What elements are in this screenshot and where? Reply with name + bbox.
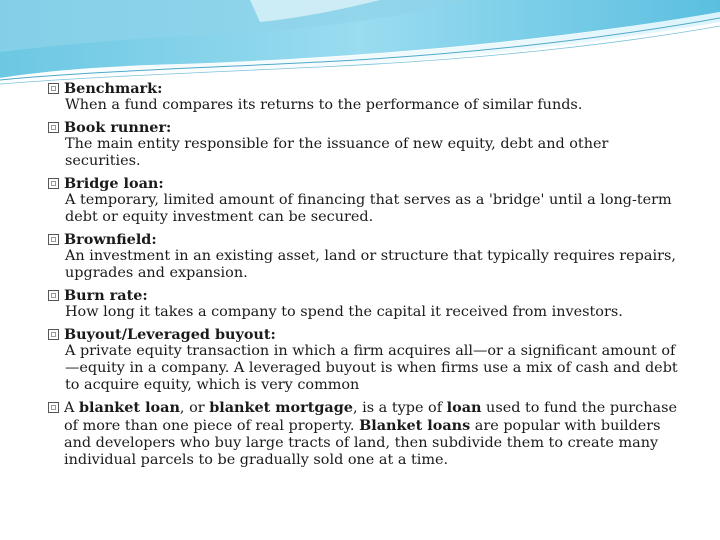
checkbox-bullet-icon [48, 122, 59, 133]
glossary-term: Book runner: [64, 119, 172, 136]
checkbox-bullet-icon [48, 83, 59, 94]
glossary-definition: How long it takes a company to spend the capital it received from investors. [65, 304, 623, 320]
header-wave-banner [0, 0, 720, 90]
glossary-term: Benchmark: [64, 80, 163, 97]
glossary-entry-blanket-loan [48, 399, 688, 469]
glossary-definition: An investment in an existing asset, land or structure that typically requires repairs, upgrades and expansion. [65, 248, 676, 281]
glossary-definition: A temporary, limited amount of financing that serves as a 'bridge' until a long-term debt or equity investment can be secured. [65, 192, 672, 225]
glossary-entry-benchmark [48, 80, 688, 114]
glossary-list [48, 80, 688, 474]
glossary-term: Brownfield: [64, 231, 157, 248]
glossary-entry-burn-rate [48, 287, 688, 321]
glossary-term: Burn rate: [64, 287, 148, 304]
blanket-loan-paragraph: A blanket loan, or blanket mortgage, is a type of loan used to fund the purchase of more than one piece of real property. Blanket loans are popular with builders and developers who buy large tracts of land, then subdivide them to create many individual parcels to be gradually sold one at a time. [64, 399, 677, 468]
glossary-entry-brownfield [48, 231, 688, 282]
glossary-definition: The main entity responsible for the issuance of new equity, debt and other securities. [65, 136, 609, 169]
glossary-entry-book-runner [48, 119, 688, 170]
glossary-definition: A private equity transaction in which a firm acquires all—or a significant amount of—equity in a company. A leveraged buyout is when firms use a mix of cash and debt to acquire equity, which is very common [65, 343, 678, 393]
checkbox-bullet-icon [48, 329, 59, 340]
glossary-definition: When a fund compares its returns to the performance of similar funds. [65, 97, 583, 113]
glossary-entry-bridge-loan [48, 175, 688, 226]
checkbox-bullet-icon [48, 402, 59, 413]
checkbox-bullet-icon [48, 178, 59, 189]
checkbox-bullet-icon [48, 234, 59, 245]
glossary-entry-buyout [48, 326, 688, 394]
glossary-term: Buyout/Leveraged buyout: [64, 326, 276, 343]
checkbox-bullet-icon [48, 290, 59, 301]
glossary-term: Bridge loan: [64, 175, 164, 192]
